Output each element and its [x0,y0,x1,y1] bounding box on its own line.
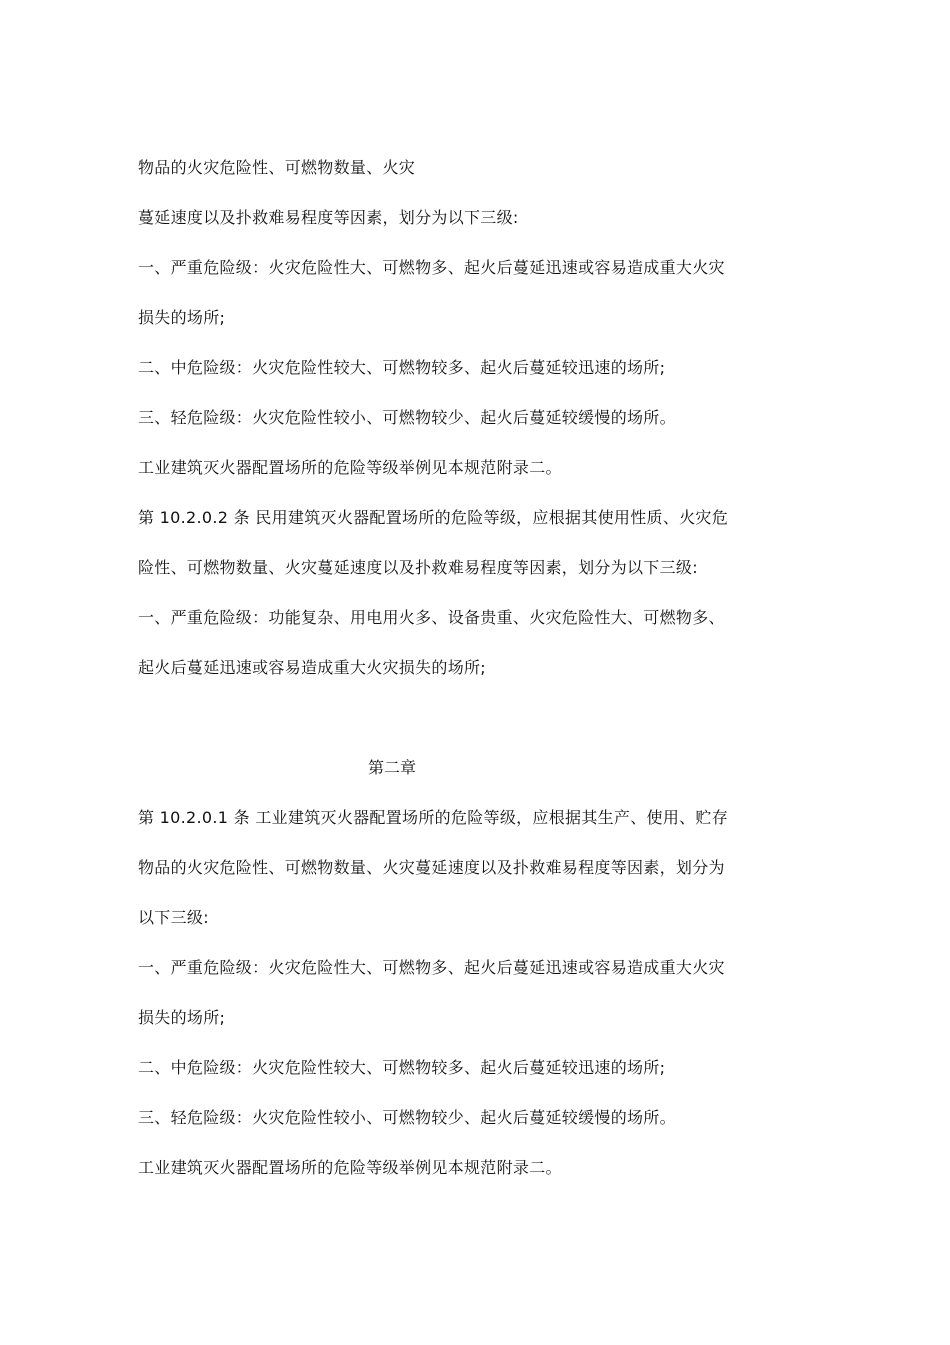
paragraph-line: 第 10.2.0.2 条 民用建筑灭火器配置场所的危险等级，应根据其使用性质、火灾危 [138,508,729,527]
paragraph-line: 损失的场所; [138,1008,226,1027]
paragraph-line: 蔓延速度以及扑救难易程度等因素，划分为以下三级: [138,208,519,227]
paragraph-line: 三、轻危险级：火灾危险性较小、可燃物较少、起火后蔓延较缓慢的场所。 [138,408,676,427]
paragraph-line: 一、严重危险级：功能复杂、用电用火多、设备贵重、火灾危险性大、可燃物多、 [138,608,725,627]
paragraph-line: 物品的火灾危险性、可燃物数量、火灾蔓延速度以及扑救难易程度等因素，划分为 [138,858,725,877]
paragraph-line: 二、中危险级：火灾危险性较大、可燃物较多、起火后蔓延较迅速的场所; [138,358,666,377]
paragraph-line: 物品的火灾危险性、可燃物数量、火灾 [138,158,416,177]
chapter-heading: 第二章 [368,758,417,777]
paragraph-line: 工业建筑灭火器配置场所的危险等级举例见本规范附录二。 [138,458,562,477]
paragraph-line: 一、严重危险级：火灾危险性大、可燃物多、起火后蔓延迅速或容易造成重大火灾 [138,258,725,277]
paragraph-line: 以下三级: [138,908,209,927]
paragraph-line: 工业建筑灭火器配置场所的危险等级举例见本规范附录二。 [138,1158,562,1177]
paragraph-line: 二、中危险级：火灾危险性较大、可燃物较多、起火后蔓延较迅速的场所; [138,1058,666,1077]
paragraph-line: 一、严重危险级：火灾危险性大、可燃物多、起火后蔓延迅速或容易造成重大火灾 [138,958,725,977]
paragraph-line: 险性、可燃物数量、火灾蔓延速度以及扑救难易程度等因素，划分为以下三级: [138,558,698,577]
paragraph-line: 起火后蔓延迅速或容易造成重大火灾损失的场所; [138,658,486,677]
paragraph-line: 损失的场所; [138,308,226,327]
paragraph-line: 第 10.2.0.1 条 工业建筑灭火器配置场所的危险等级，应根据其生产、使用、贮存 [138,808,729,827]
paragraph-line: 三、轻危险级：火灾危险性较小、可燃物较少、起火后蔓延较缓慢的场所。 [138,1108,676,1127]
